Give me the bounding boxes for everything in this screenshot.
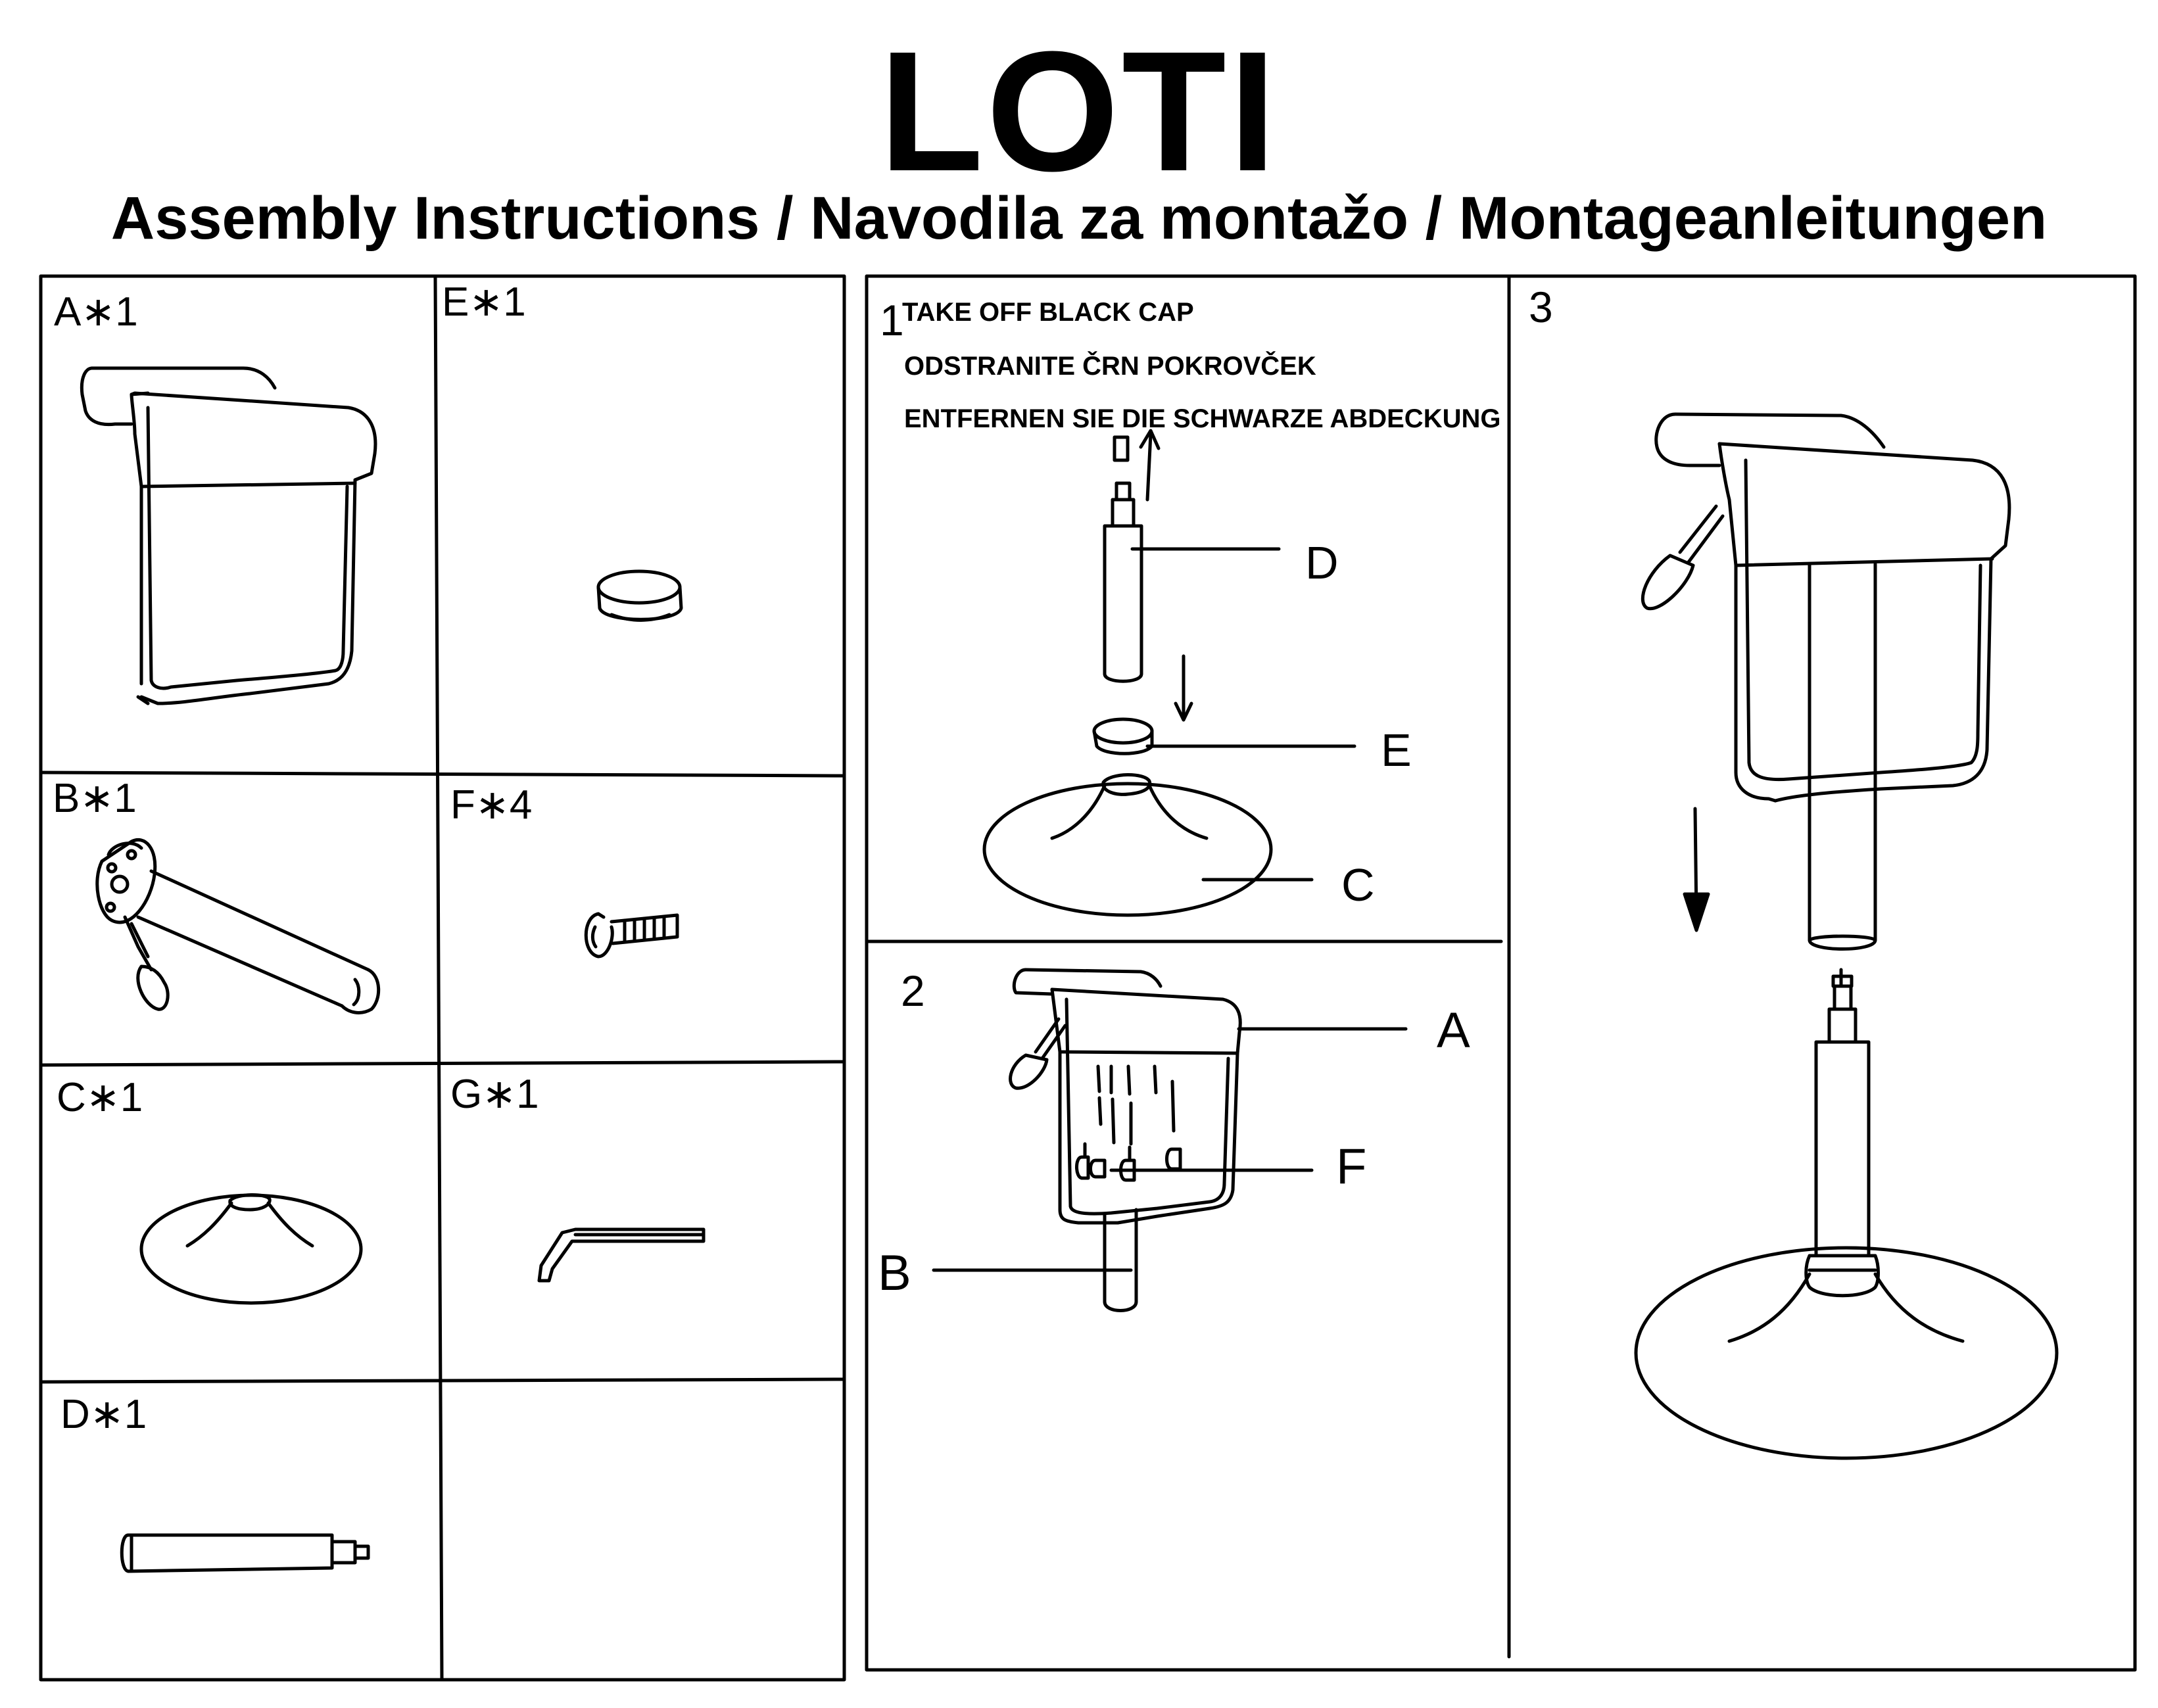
document-title: LOTI [878, 16, 1280, 207]
step-3-illustration [1636, 414, 2057, 1458]
step-1-instruction-en: TAKE OFF BLACK CAP [902, 298, 1194, 327]
step-2-illustration [934, 970, 1406, 1311]
step-2-number: 2 [901, 966, 925, 1015]
step-1-instruction-de: ENTFERNEN SIE DIE SCHWARZE ABDECKUNG [904, 404, 1501, 433]
step-2-label-f: F [1336, 1139, 1367, 1195]
part-e-label: E∗1 [442, 279, 526, 325]
step-1-label-e: E [1381, 724, 1412, 776]
seat-illustration [82, 368, 375, 703]
step-1-illustration [984, 431, 1355, 915]
mechanism-illustration [97, 840, 379, 1012]
step-2-label-a: A [1437, 1003, 1470, 1058]
black-cap-illustration [598, 571, 681, 620]
step-3-number: 3 [1529, 283, 1553, 331]
document-subtitle: Assembly Instructions / Navodila za montažo / Montageanleitungen [110, 185, 2048, 252]
part-b-label: B∗1 [53, 776, 137, 821]
part-a-label: A∗1 [54, 289, 138, 335]
base-illustration [141, 1195, 361, 1303]
bolt-illustration [586, 914, 677, 957]
part-g-label: G∗1 [450, 1072, 539, 1117]
step-2-label-b: B [878, 1245, 911, 1301]
step-1-number: 1 [880, 296, 904, 344]
step-1-instruction-sl: ODSTRANITE ČRN POKROVČEK [904, 352, 1316, 381]
part-d-label: D∗1 [60, 1392, 147, 1437]
step-1-label-d: D [1305, 537, 1339, 588]
part-f-label: F∗4 [450, 782, 533, 828]
part-c-label: C∗1 [57, 1075, 143, 1120]
step-1-label-c: C [1341, 859, 1375, 911]
allen-key-illustration [539, 1229, 704, 1281]
gas-lift-illustration [122, 1535, 368, 1571]
steps-grid [867, 276, 2135, 1670]
